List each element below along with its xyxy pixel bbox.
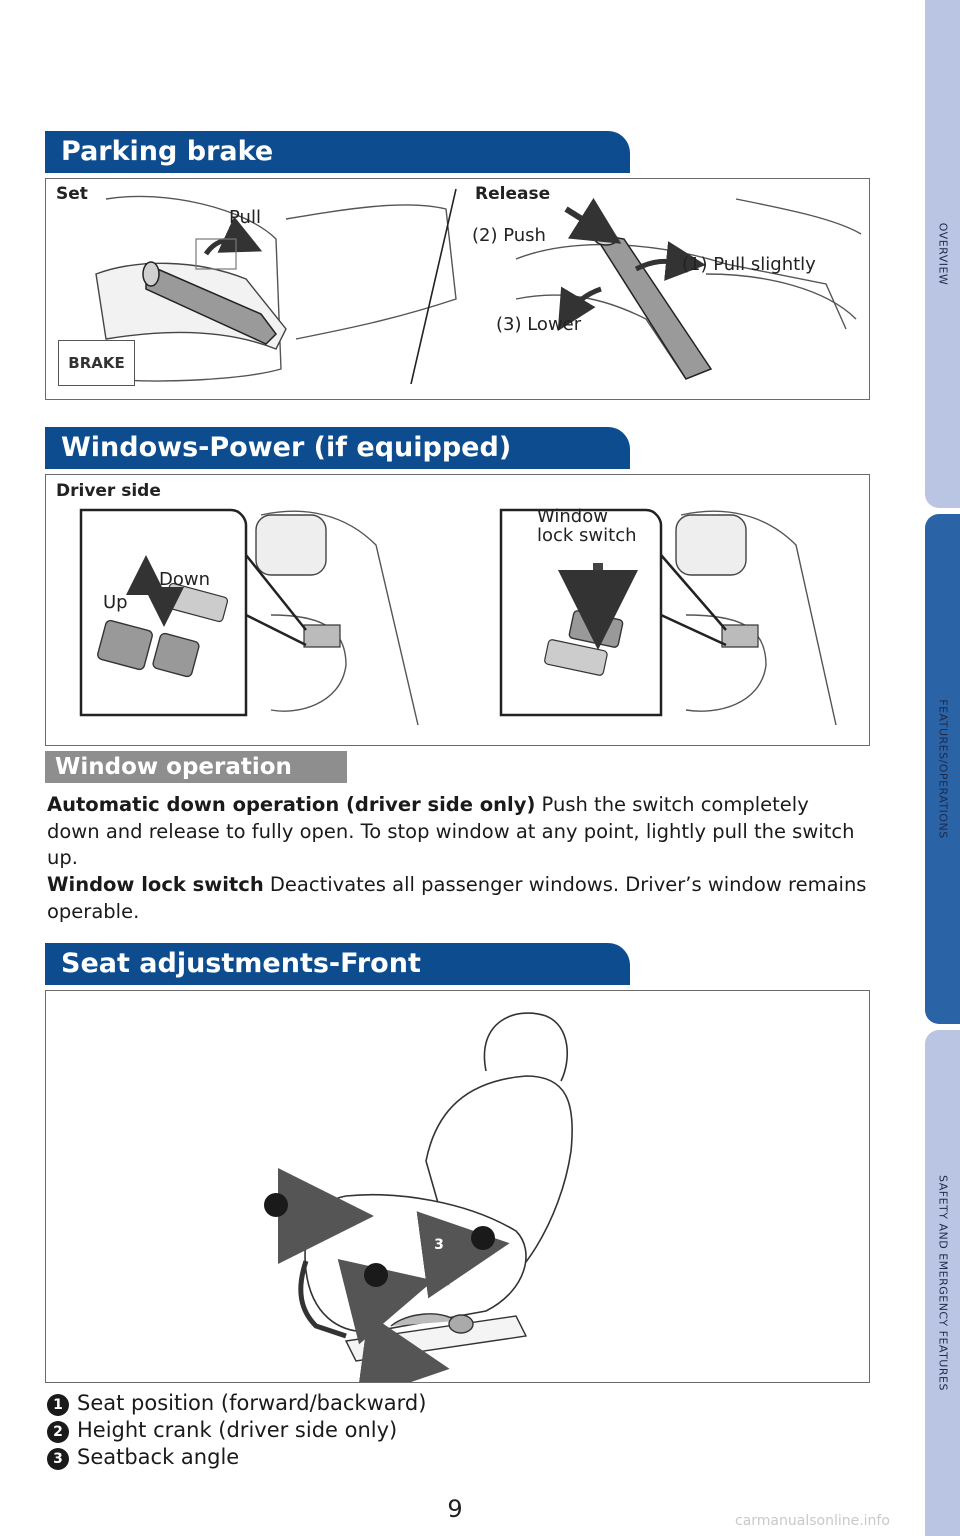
side-tab-features[interactable]	[925, 514, 960, 1024]
side-tab-safety-label: SAFETY AND EMERGENCY FEATURES	[936, 1175, 949, 1391]
window-lock-title: Window lock switch	[47, 873, 264, 896]
legend-text-2: Height crank (driver side only)	[77, 1418, 398, 1442]
seat-callout-2: 2	[327, 1274, 337, 1290]
legend-number-2: 2	[47, 1421, 69, 1443]
auto-down-paragraph	[47, 792, 867, 872]
push-label: (2) Push	[472, 225, 546, 246]
window-lock-switch-label-line1: Window	[537, 506, 608, 527]
watermark: carmanualsonline.info	[735, 1513, 890, 1529]
parking-brake-heading: Parking brake	[45, 131, 630, 173]
driver-side-label: Driver side	[56, 481, 161, 501]
parking-brake-illustration	[46, 179, 869, 399]
page-number: 9	[447, 1495, 463, 1523]
lower-label: (3) Lower	[496, 314, 582, 335]
seat-callout-1: 1	[227, 1204, 237, 1220]
seat-legend-item-1	[47, 1391, 426, 1416]
window-lock-paragraph	[47, 872, 867, 925]
power-window-illustration	[46, 475, 869, 745]
seat-adjustments-heading: Seat adjustments-Front	[45, 943, 630, 985]
brake-warning-indicator	[58, 340, 135, 386]
side-tab-features-label: FEATURES/OPERATIONS	[936, 699, 949, 839]
windows-figure	[45, 474, 870, 746]
legend-number-1: 1	[47, 1394, 69, 1416]
windows-power-heading: Windows-Power (if equipped)	[45, 427, 630, 469]
side-tab-overview[interactable]	[925, 0, 960, 508]
pull-label: Pull	[229, 207, 261, 228]
parking-brake-figure	[45, 178, 870, 400]
seat-legend-item-2	[47, 1418, 397, 1443]
auto-down-title: Automatic down operation (driver side only)	[47, 793, 536, 816]
auto-down-text: Push the switch completely down and release to fully open. To stop window at any point, lightly pull the switch up.	[47, 793, 855, 869]
seat-illustration	[46, 991, 869, 1382]
window-operation-subheading: Window operation	[45, 751, 347, 783]
brake-badge-text: BRAKE	[68, 354, 125, 372]
window-lock-text: Deactivates all passenger windows. Driver’s window remains operable.	[47, 873, 867, 923]
up-label: Up	[103, 592, 128, 613]
seat-callout-3: 3	[434, 1237, 444, 1253]
window-lock-switch-label-line2: lock switch	[537, 525, 637, 546]
down-label: Down	[159, 569, 211, 590]
legend-text-1: Seat position (forward/backward)	[77, 1391, 427, 1415]
set-label: Set	[56, 184, 88, 204]
side-tab-safety[interactable]	[925, 1030, 960, 1536]
side-tab-overview-label: OVERVIEW	[936, 222, 949, 286]
pull-slightly-label: (1) Pull slightly	[682, 254, 816, 275]
legend-number-3: 3	[47, 1448, 69, 1470]
seat-legend-item-3	[47, 1445, 239, 1470]
release-label: Release	[475, 184, 551, 204]
seat-figure	[45, 990, 870, 1383]
legend-text-3: Seatback angle	[77, 1445, 240, 1469]
